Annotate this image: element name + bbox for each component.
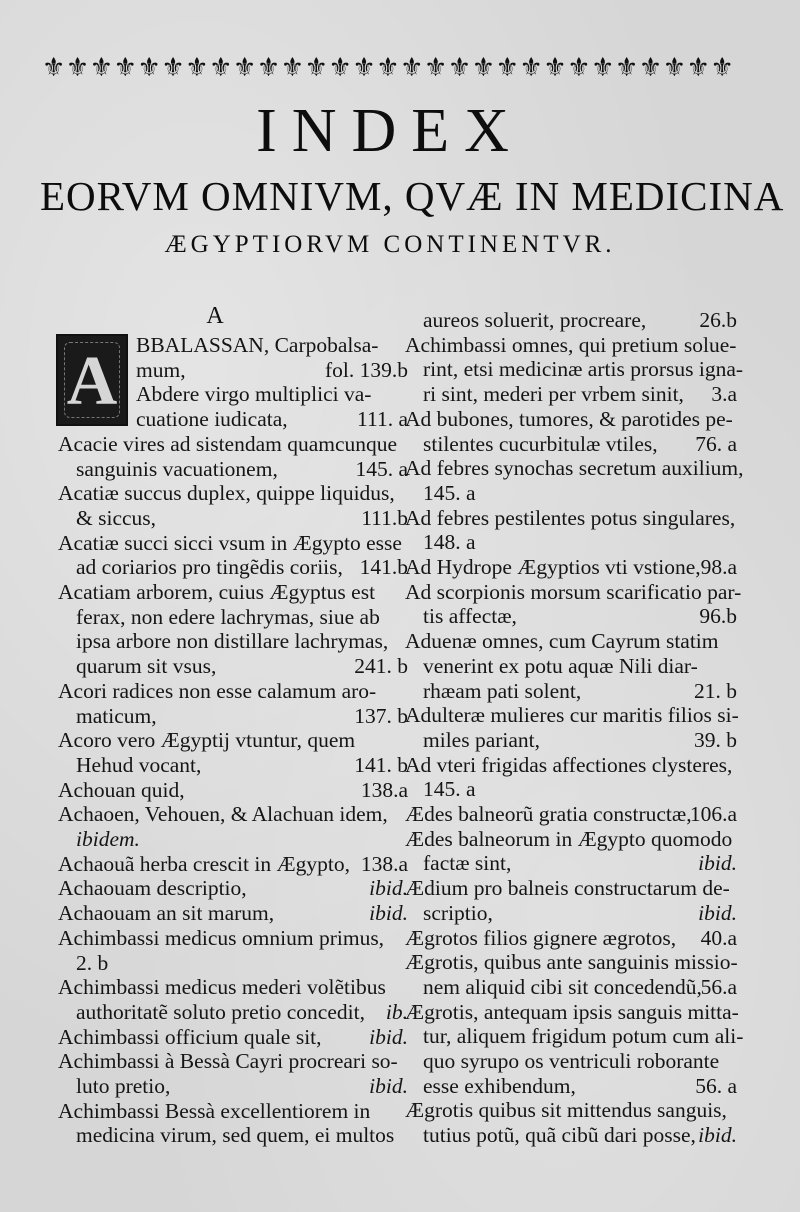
index-entry-line (58, 753, 408, 778)
entry-text: ibidem. (76, 827, 140, 851)
entry-text: 145. a (423, 480, 476, 505)
entry-text: Acatiæ succi sicci vsum in Ægypto esse (58, 530, 402, 555)
entry-text: BBALASSAN, Carpobalsa- (136, 333, 379, 357)
index-entry-line (405, 1049, 737, 1074)
index-entry-line (58, 827, 408, 852)
entry-text: miles pariant, (423, 727, 541, 752)
index-entry-line (405, 851, 737, 876)
fleuron-ornament-icon (567, 55, 590, 81)
fleuron-ornament-icon (448, 55, 471, 81)
section-letter: A (206, 303, 224, 329)
index-entry-line (58, 481, 408, 506)
fleuron-ornament-icon (161, 55, 184, 81)
entry-text: esse exhibendum, (423, 1073, 576, 1098)
entry-text: Ad scorpionis morsum scarificatio par- (405, 579, 742, 604)
fleuron-ornament-icon (352, 55, 375, 81)
page-reference: ibid. (698, 900, 737, 925)
index-entry-line (405, 530, 737, 555)
page-reference: 241. b (354, 654, 408, 679)
entry-text: Ædium pro balneis constructarum de- (405, 876, 730, 901)
index-entry-line (58, 605, 408, 630)
index-entry-line (58, 728, 408, 753)
entry-text: Acacie vires ad sistendam quamcunque (58, 431, 398, 456)
index-entry-line (58, 778, 408, 803)
index-entry-line (58, 382, 408, 407)
entry-text: & siccus, (76, 505, 157, 530)
index-entry-line (405, 975, 737, 1000)
index-entry-line (58, 407, 408, 432)
index-entry-line (405, 333, 737, 358)
fleuron-ornament-icon (663, 55, 686, 81)
page-reference: ibid. (369, 901, 408, 926)
index-entry-line (405, 950, 737, 975)
entry-text: Ædes balneorũ gratia constructæ, (405, 802, 692, 826)
entry-text: Ad febres synochas secretum auxilium, (405, 456, 744, 481)
index-entry-line (58, 506, 408, 531)
index-entry-line (58, 358, 408, 383)
fleuron-ornament-icon (615, 55, 638, 81)
entry-text: authoritatẽ soluto pretio concedit, (76, 999, 365, 1024)
page-reference: 141.b (359, 555, 408, 580)
page-reference: ibid. (369, 1074, 408, 1098)
page-title: INDEX (256, 97, 524, 165)
page-reference: fol. 139.b (324, 357, 408, 382)
index-entry-line (405, 1074, 737, 1099)
index-entry-line (58, 333, 408, 358)
fleuron-ornament-icon (185, 55, 208, 81)
page-reference: 111. a (357, 407, 408, 432)
page-reference: 39. b (694, 727, 737, 752)
index-entry-line (58, 555, 408, 580)
page-reference: 111.b (361, 505, 408, 530)
ornament-band (42, 44, 734, 92)
index-entry-line (58, 802, 408, 827)
index-entry-line (405, 382, 737, 407)
entry-text: tur, aliquem frigidum potum cum ali- (423, 1024, 744, 1049)
index-entry-line (405, 579, 742, 605)
index-entry-line (405, 1024, 744, 1049)
index-entry-line (58, 432, 408, 457)
page-reference: 56.a (700, 974, 737, 999)
fleuron-ornament-icon (66, 55, 89, 81)
page-reference: 98.a (700, 555, 737, 579)
entry-text: rhæam pati solent, (423, 678, 582, 703)
page-reference: 137. b (354, 703, 408, 728)
entry-text: Ad Hydrope Ægyptios vti vstione, (405, 555, 701, 579)
entry-text: Achimbassi officium quale sit, (58, 1024, 322, 1049)
entry-text: rint, etsi medicinæ artis prorsus igna- (423, 357, 744, 382)
index-entry-line (58, 654, 408, 679)
fleuron-ornament-icon (639, 55, 662, 81)
entry-text: Ægrotis, antequam ipsis sanguis mitta- (405, 999, 739, 1024)
entry-text: medicina virum, sed quem, ei multos (76, 1123, 395, 1148)
entry-text: Ægrotis, quibus ante sanguinis missio- (405, 950, 738, 975)
entry-text: cuatione iudicata, (136, 407, 288, 432)
index-entry-line (58, 704, 408, 729)
entry-text: venerint ex potu aquæ Nili diar- (423, 653, 698, 678)
index-entry-line (405, 703, 737, 728)
entry-text: aureos soluerit, procreare, (423, 308, 647, 332)
entry-text: scriptio, (423, 900, 493, 925)
index-entry-line (405, 827, 737, 852)
index-entry-line (405, 481, 737, 506)
fleuron-ornament-icon (257, 55, 280, 81)
index-entry-line (58, 457, 408, 482)
page-reference: 106.a (689, 802, 737, 826)
fleuron-ornament-icon (42, 55, 65, 81)
index-entry-line (405, 357, 744, 382)
entry-text: Adulteræ mulieres cur maritis filios si- (405, 703, 739, 728)
entry-text: Acoro vero Ægyptij vtuntur, quem (58, 728, 356, 753)
entry-text: Achaouã herba crescit in Ægypto, (58, 851, 350, 876)
index-entry-line (58, 1000, 408, 1025)
entry-text: Ad bubones, tumores, & parotides pe- (405, 406, 733, 431)
entry-text: Achimbassi medicus mederi volẽtibus (58, 975, 386, 1000)
index-entry-line (405, 876, 737, 901)
fleuron-ornament-icon (496, 55, 519, 81)
entry-text: stilentes cucurbitulæ vtiles, (423, 431, 658, 456)
page-reference: ibid. (369, 876, 408, 901)
fleuron-ornament-icon (591, 55, 614, 81)
entry-text: luto pretio, (76, 1074, 171, 1098)
entry-text: mum, (136, 357, 186, 382)
entry-text: sanguinis vacuationem, (76, 456, 278, 481)
fleuron-ornament-icon (424, 55, 447, 81)
entry-text: ipsa arbore non distillare lachrymas, (76, 629, 389, 654)
entry-text: quo syrupo os ventriculi roborante (423, 1049, 720, 1073)
entry-text: Achimbassi medicus omnium primus, (58, 925, 385, 950)
page-reference: 40.a (700, 925, 737, 950)
index-entry-line (405, 679, 737, 704)
fleuron-ornament-icon (711, 55, 734, 81)
entry-text: Achaouam an sit marum, (58, 901, 275, 926)
page-reference: 138.a (360, 777, 408, 802)
entry-text: Ad febres pestilentes potus singulares, (405, 505, 736, 530)
index-entry-line (405, 753, 737, 778)
index-entry-line (405, 728, 737, 753)
fleuron-ornament-icon (329, 55, 352, 81)
index-entry-line (405, 1098, 737, 1123)
fleuron-ornament-icon (376, 55, 399, 81)
entry-text: Acatiæ succus duplex, quippe liquidus, (58, 481, 395, 506)
page-reference: ibid. (698, 1123, 737, 1148)
page-reference: 145. a (355, 456, 408, 481)
index-entry-line (58, 1099, 408, 1124)
index-entry-line (58, 629, 408, 654)
index-entry-line (405, 777, 737, 802)
index-entry-line (58, 531, 408, 556)
fleuron-ornament-icon (543, 55, 566, 81)
entry-text: tis affectæ, (423, 604, 517, 629)
index-entry-line (58, 1049, 408, 1074)
entry-text: nem aliquid cibi sit concedendũ, (423, 974, 702, 999)
fleuron-ornament-icon (114, 55, 137, 81)
entry-text: ferax, non edere lachrymas, siue ab (76, 604, 380, 629)
fleuron-ornament-icon (138, 55, 161, 81)
index-entry-line (405, 926, 737, 951)
index-entry-line (405, 1000, 737, 1025)
entry-text: Ædes balneorum in Ægypto quomodo (405, 826, 733, 851)
entry-text: Achimbassi Bessà excellentiorem in (58, 1098, 371, 1123)
fleuron-ornament-icon (233, 55, 256, 81)
page-reference: 138.a (360, 851, 408, 876)
entry-text: Ægrotos filios gignere ægrotos, (405, 925, 677, 950)
page-reference: 21. b (694, 678, 737, 703)
index-entry-line (58, 876, 408, 901)
fleuron-ornament-icon (305, 55, 328, 81)
entry-text: ri sint, mederi per vrbem sinit, (423, 382, 684, 407)
entry-text: Achimbassi omnes, qui pretium solue- (405, 332, 737, 357)
index-entry-line (58, 852, 408, 877)
index-entry-line (405, 629, 737, 654)
subtitle-line-2: ÆGYPTIORVM CONTINENTVR. (164, 231, 616, 258)
index-entry-line (405, 308, 737, 333)
index-entry-line (405, 407, 737, 432)
index-entry-line (405, 555, 737, 580)
index-entry-line (58, 951, 408, 976)
entry-text: quarum sit vsus, (76, 654, 217, 679)
index-entry-line (58, 926, 408, 951)
page-reference: 141. b (354, 752, 408, 777)
index-entry-line (405, 456, 744, 481)
entry-text: Achouan quid, (58, 777, 185, 802)
index-entry-line (58, 679, 408, 704)
index-entry-line (58, 580, 408, 605)
entry-text: Ad vteri frigidas affectiones clysteres, (405, 752, 733, 777)
fleuron-ornament-icon (687, 55, 710, 81)
page-reference: ibid. (369, 1024, 408, 1049)
index-entry-line (405, 604, 737, 629)
entry-text: 145. a (423, 777, 476, 802)
index-entry-line (405, 901, 737, 926)
entry-text: Aduenæ omnes, cum Cayrum statim (405, 629, 719, 654)
index-entry-line (405, 506, 737, 531)
index-entry-line (405, 654, 737, 679)
index-entry-line (405, 432, 737, 457)
index-entry-line (58, 1074, 408, 1099)
initial-letter: A (66, 343, 118, 420)
index-entry-line (405, 1123, 737, 1148)
entry-text: Achimbassi à Bessà Cayri procreari so- (58, 1049, 398, 1074)
entry-text: Acori radices non esse calamum aro- (58, 678, 377, 703)
index-entry-line (58, 1123, 408, 1148)
subtitle-line-1: EORVM OMNIVM, QVÆ IN MEDICINA (40, 173, 785, 219)
page-reference: ib. (385, 999, 408, 1024)
index-entry-line (58, 901, 408, 926)
page-reference: 76. a (695, 431, 737, 456)
entry-text: tutius potũ, quã cibũ dari posse, (423, 1123, 696, 1148)
page-reference: 3.a (711, 382, 737, 407)
entry-text: Achaoen, Vehouen, & Alachuan idem, (58, 802, 388, 827)
page-reference: 26.b (699, 308, 737, 332)
fleuron-ornament-icon (520, 55, 543, 81)
fleuron-ornament-icon (400, 55, 423, 81)
entry-text: Ægrotis quibus sit mittendus sanguis, (405, 1098, 727, 1123)
fleuron-ornament-icon (281, 55, 304, 81)
entry-text: ad coriarios pro tingẽdis coriis, (76, 555, 343, 580)
fleuron-ornament-icon (472, 55, 495, 81)
index-entry-line (58, 975, 408, 1000)
entry-text: Acatiam arborem, cuius Ægyptus est (58, 580, 376, 604)
index-entry-line (58, 1025, 408, 1050)
entry-text: Achaouam descriptio, (58, 876, 247, 901)
fleuron-ornament-icon (90, 55, 113, 81)
page-reference: 56. a (695, 1073, 737, 1098)
entry-text: Hehud vocant, (76, 752, 202, 777)
entry-text: Abdere virgo multiplici va- (136, 382, 372, 407)
page-reference: 96.b (699, 604, 737, 629)
index-entry-line (405, 802, 737, 827)
fleuron-ornament-icon (209, 55, 232, 81)
entry-text: 148. a (423, 530, 476, 555)
entry-text: maticum, (76, 703, 157, 728)
page-reference: ibid. (698, 851, 737, 876)
entry-text: factæ sint, (423, 851, 512, 876)
entry-text: 2. b (76, 950, 109, 975)
